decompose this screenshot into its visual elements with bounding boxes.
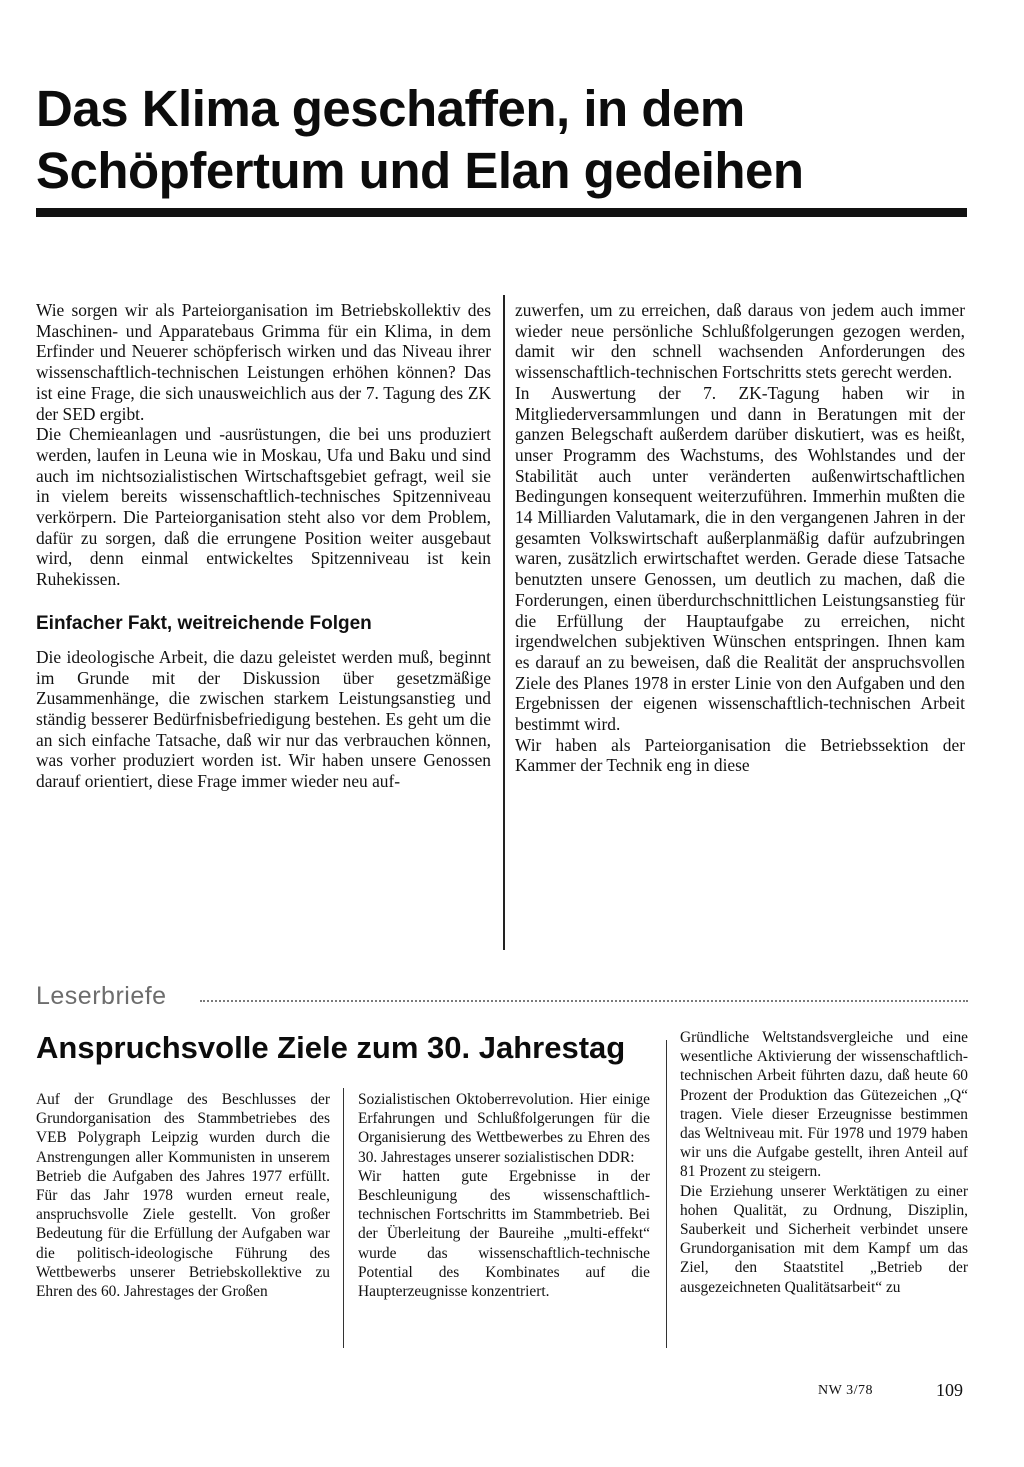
letter-column-3 <box>680 1028 968 1297</box>
headline-rule <box>36 208 967 217</box>
article-paragraph: Die ideologische Arbeit, die dazu geleistet werden muß, beginnt im Grunde mit der Diskussion über gesetzmäßige Zusammenhänge, die zwischen starkem Leistungsanstieg und ständig besserer Bedürfnisbefriedigung bestehen. Es geht um die an sich einfache Tatsache, daß wir nur das verbrauchen können, was vorher produziert worden ist. Wir haben unsere Genossen darauf orientiert, diese Frage immer wieder neu auf- <box>36 646 491 792</box>
article-column-2 <box>515 300 965 776</box>
letter-paragraph: Gründliche Weltstandsvergleiche und eine wesentliche Aktivierung der wissenschaftlich-technischen Arbeit führten dazu, daß heute 60 Prozent der Produktion das Gütezeichen „Q“ tragen. Viele dieser Erzeugnisse bestimmen das Weltniveau mit. Für 1978 und 1979 haben wir uns die Aufgabe gestellt, ihren Anteil auf 81 Prozent zu steigern. <box>680 1029 968 1181</box>
letter-column-2 <box>358 1090 650 1301</box>
letter-paragraph: Sozialistischen Oktoberrevolution. Hier einige Erfahrungen und Schlußfolgerungen für die Organisierung des Wettbewerbes zu Ehren des 30. Jahrestages unserer sozialistischen DDR: <box>358 1091 650 1166</box>
headline-line-2: Schöpfertum und Elan gedeihen <box>36 142 804 199</box>
headline-line-1: Das Klima geschaffen, in dem <box>36 80 745 137</box>
page-headline <box>36 78 976 202</box>
article-subheading: Einfacher Fakt, weitreichende Folgen <box>36 612 372 634</box>
page-number: 109 <box>936 1380 963 1400</box>
column-divider <box>666 1040 667 1348</box>
article-paragraph: In Auswertung der 7. ZK-Tagung haben wir in Mitgliederversammlungen und dann in Beratungen mit der ganzen Belegschaft außerdem darüber diskutiert, was es heißt, unser Programm des Wachstums, des Wohlstandes und der Stabilität auch unter veränderten außenwirtschaftlichen Bedingungen konsequent weiterzuführen. Immerhin mußten die 14 Milliarden Valutamark, die in den vergangenen Jahren in der gesamten Volkswirtschaft außerplanmäßig dafür aufzubringen waren, zusätzlich erwirtschaftet werden. Gerade diese Tatsache benutzten unsere Genossen, um deutlich zu machen, daß die Forderungen, einen überdurchschnittlichen Leistungsanstieg für die Erfüllung der Hauptaufgabe zu erreichen, nicht irgendwelchen subjektiven Wünschen entspringen. Ihnen kam es darauf an zu beweisen, daß die Realität der anspruchsvollen Ziele des Planes 1978 in erster Linie von den Aufgaben und den Ergebnissen der eigenen wissenschaftlich-technischen Arbeit bestimmt wird. <box>515 382 965 735</box>
letter-paragraph: Die Erziehung unserer Werktätigen zu einer hohen Qualität, zu Ordnung, Disziplin, Sauberkeit und Sicherheit verbindet unsere Grundorganisation mit dem Kampf um das Ziel, den Staatstitel „Betrieb der ausgezeichneten Qualitätsarbeit“ zu <box>680 1182 968 1296</box>
letter-column-1 <box>36 1090 330 1301</box>
article-paragraph: Die Chemieanlagen und -ausrüstungen, die bei uns produziert werden, laufen in Leuna wie in Moskau, Ufa und Baku und sind auch im nichtsozialistischen Wirtschaftsgebiet gefragt, weil sie in vielem bereits wissenschaftlich-technisches Spitzenniveau verkörpern. Die Parteiorganisation steht also vor dem Problem, dafür zu sorgen, daß die errungene Position weiter ausgebaut wird, denn einmal entwickeltes Spitzenniveau ist kein Ruhekissen. <box>36 424 491 590</box>
section-rule <box>200 1000 968 1002</box>
column-divider <box>343 1088 344 1348</box>
article-paragraph: Wir haben als Parteiorganisation die Betriebssektion der Kammer der Technik eng in diese <box>515 734 965 776</box>
letter-paragraph: Wir hatten gute Ergebnisse in der Beschleunigung des wissenschaftlich-technischen Fortschritts im Stammbetrieb. Bei der Überleitung der Baureihe „multi-effekt“ wurde das wissenschaftlich-technische Potential des Kombinates auf die Haupterzeugnisse konzentriert. <box>358 1167 650 1301</box>
letter-headline: Anspruchsvolle Ziele zum 30. Jahrestag <box>36 1030 626 1065</box>
letter-paragraph: Auf der Grundlage des Beschlusses der Grundorganisation des Stammbetriebes des VEB Polygraph Leipzig wurden durch die Anstrengungen aller Kommunisten in unserem Betrieb die Aufgaben des Jahres 1977 erfüllt. Für das Jahr 1978 wurden erneut reale, anspruchsvolle Ziele gestellt. Von großer Bedeutung für die Erfüllung der Aufgaben war die politisch-ideologische Führung des Wettbewerbs unserer Betriebskollektive zu Ehren des 60. Jahrestages der Großen <box>36 1091 330 1301</box>
section-label: Leserbriefe <box>36 982 167 1010</box>
issue-label: NW 3/78 <box>818 1383 873 1398</box>
article-paragraph: Wie sorgen wir als Parteiorganisation im Betriebskollektiv des Maschinen- und Apparatebaus Grimma für ein Klima, in dem Erfinder und Neuerer schöpferisch wirken und das Niveau ihrer wissenschaftlich-technischen Leistungen erhöhen können? Das ist eine Frage, die sich unausweichlich aus der 7. Tagung des ZK der SED ergibt. <box>36 300 491 424</box>
article-paragraph: zuwerfen, um zu erreichen, daß daraus von jedem auch immer wieder neue persönliche Schlußfolgerungen gezogen werden, damit wir den schnell wachsenden Anforderungen des wissenschaftlich-technischen Fortschritts stets gerecht werden. <box>515 300 965 383</box>
article-column-1 <box>36 300 491 792</box>
column-divider <box>503 295 505 950</box>
